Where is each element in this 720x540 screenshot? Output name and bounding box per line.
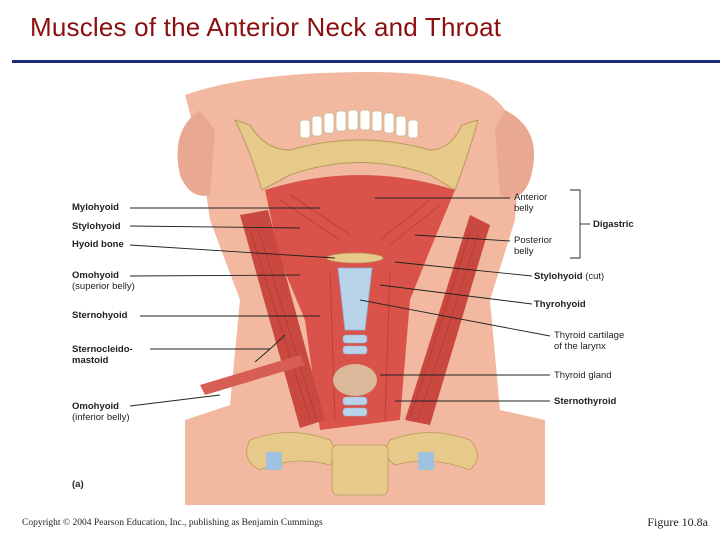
label-mylohyoid: Mylohyoid [72, 202, 119, 213]
label-stylohyoid-cut [534, 271, 604, 282]
label-sternocleidomastoid [72, 344, 133, 366]
panel-label: (a) [72, 479, 84, 490]
copyright-notice: Copyright © 2004 Pearson Education, Inc., publishing as Benjamin Cummings [22, 518, 323, 528]
label-sternocleidomastoid-line1: Sternocleido- [72, 344, 133, 355]
clavicle-joint-right [418, 452, 434, 470]
clavicle-joint-left [266, 452, 282, 470]
label-hyoid-bone: Hyoid bone [72, 239, 124, 250]
title-rule [12, 60, 720, 63]
label-posterior-belly-line1: Posterior [514, 235, 553, 246]
left-ear [178, 110, 216, 196]
label-omohyoid-inferior [72, 401, 130, 423]
hyoid-bone [327, 253, 383, 263]
label-thyroid-gland: Thyroid gland [554, 370, 612, 381]
label-sternohyoid: Sternohyoid [72, 310, 128, 321]
label-omohyoid-inferior-line1: Omohyoid [72, 401, 119, 412]
slide-title: Muscles of the Anterior Neck and Throat [30, 12, 502, 42]
label-posterior-belly [514, 235, 552, 257]
label-omohyoid-inferior-line2: (inferior belly) [72, 412, 130, 423]
label-omohyoid-superior [72, 270, 135, 292]
label-thyrohyoid: Thyrohyoid [534, 299, 586, 310]
label-thyroid-cartilage-line1: Thyroid cartilage [554, 330, 625, 341]
label-sternocleidomastoid-line2: mastoid [72, 355, 109, 366]
label-stylohyoid-cut-note: (cut) [585, 271, 605, 282]
label-thyroid-cartilage [554, 330, 624, 352]
label-omohyoid-superior-line2: (superior belly) [72, 281, 135, 292]
thyroid-gland [333, 364, 377, 396]
label-sternothyroid: Sternothyroid [554, 396, 617, 407]
right-ear [495, 110, 534, 198]
label-anterior-belly-line1: Anterior [514, 192, 548, 203]
label-anterior-belly-line2: belly [514, 203, 534, 214]
label-posterior-belly-line2: belly [514, 246, 534, 257]
figure-reference: Figure 10.8a [647, 515, 708, 529]
label-stylohyoid-cut-name: Stylohyoid [534, 271, 583, 282]
label-digastric: Digastric [593, 219, 634, 230]
label-thyroid-cartilage-line2: of the larynx [554, 341, 606, 352]
label-omohyoid-superior-line1: Omohyoid [72, 270, 119, 281]
manubrium [332, 445, 388, 495]
label-anterior-belly [514, 192, 547, 214]
label-stylohyoid: Stylohyoid [72, 221, 121, 232]
